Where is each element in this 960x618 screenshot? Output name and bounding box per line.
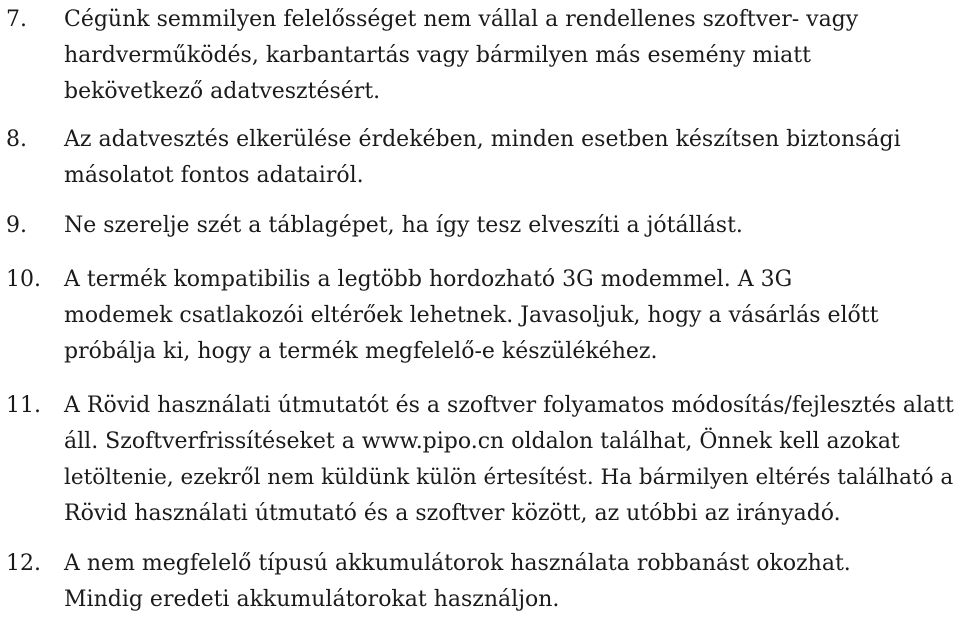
text-line: Ne szerelje szét a táblagépet, ha így tesz elveszíti a jótállást. [64,213,743,238]
text-line: másolatot fontos adatairól. [64,163,364,188]
item-text [64,2,954,110]
item-number: 9. [6,213,27,238]
item-number: 10. [6,267,41,292]
item-number: 7. [6,7,27,32]
text-line: letöltenie, ezekről nem küldünk külön értesítést. Ha bármilyen eltérés található a [64,465,954,490]
item-text [64,546,954,618]
text-line: A Rövid használati útmutatót és a szoftver folyamatos módosítás/fejlesztés alatt [64,393,954,418]
text-line: áll. Szoftverfrissítéseket a www.pipo.cn oldalon találhat, Önnek kell azokat [64,429,900,454]
text-line: Rövid használati útmutató és a szoftver között, az utóbbi az irányadó. [64,501,841,526]
text-line: A termék kompatibilis a legtöbb hordozható 3G modemmel. A 3G [64,267,793,292]
text-line: bekövetkező adatvesztésért. [64,79,381,104]
text-line: hardverműködés, karbantartás vagy bármilyen más esemény miatt [64,43,811,68]
text-line: Mindig eredeti akkumulátorokat használjon. [64,587,560,612]
item-text [64,262,954,370]
item-number: 8. [6,127,27,152]
item-text [64,122,954,194]
item-number: 11. [6,393,41,418]
item-number: 12. [6,551,41,576]
text-line: próbálja ki, hogy a termék megfelelő-e készülékéhez. [64,339,658,364]
text-line: modemek csatlakozói eltérőek lehetnek. Javasoljuk, hogy a vásárlás előtt [64,303,879,328]
text-line: Cégünk semmilyen felelősséget nem vállal a rendellenes szoftver- vagy [64,7,859,32]
item-text [64,388,954,532]
text-line: Az adatvesztés elkerülése érdekében, minden esetben készítsen biztonsági [64,127,901,152]
text-line: A nem megfelelő típusú akkumulátorok használata robbanást okozhat. [64,551,851,576]
item-text [64,208,954,244]
